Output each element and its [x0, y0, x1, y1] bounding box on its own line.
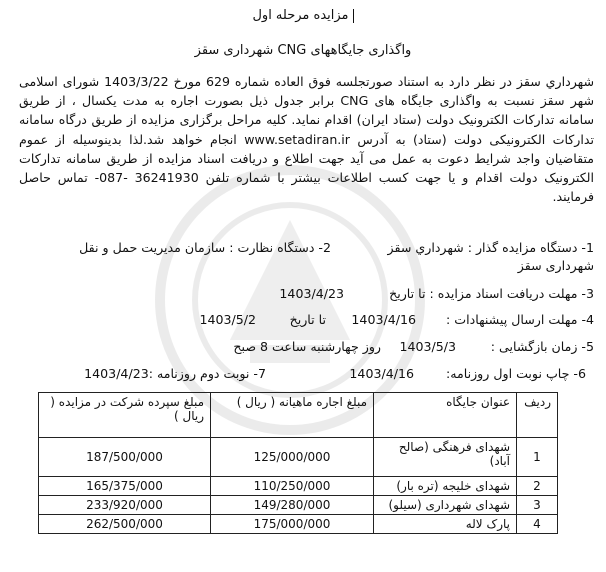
table-row [39, 496, 558, 515]
deposit-amount: 187/500/000 [39, 438, 211, 477]
station-name: شهدای شهرداری (سیلو) [374, 496, 517, 515]
monthly-rent: 175/000/000 [211, 515, 374, 534]
station-name: شهدای خلیجه (تره بار) [374, 477, 517, 496]
col-header-deposit: مبلغ سپرده شرکت در مزایده ( ریال ) [39, 393, 211, 438]
row-no: 4 [517, 515, 558, 534]
item-4-mid: تا تاریخ [289, 312, 326, 327]
monthly-rent: 149/280/000 [211, 496, 374, 515]
deposit-amount: 233/920/000 [39, 496, 211, 515]
item-4-date-from: 1403/4/16 [351, 312, 416, 327]
col-header-row-no: ردیف [517, 393, 558, 438]
item-2-supervisor: 2- دستگاه نظارت : سازمان مدیریت حمل و نقل [79, 240, 331, 255]
item-3-date: 1403/4/23 [279, 286, 344, 301]
table-row [39, 515, 558, 534]
item-1-organizer: 1- دستگاه مزایده گذار : شهرداري سقز [387, 240, 594, 255]
item-5-date: 1403/5/3 [399, 339, 456, 354]
notice-title-text: مزایده مرحله اول [252, 8, 349, 23]
text-cursor [353, 9, 354, 23]
notice-subtitle: واگذاری جایگاههای CNG شهرداری سقز [194, 43, 412, 58]
item-5-label: 5- زمان بازگشایی : [490, 339, 594, 354]
notice-title [0, 8, 606, 23]
col-header-monthly-rent: مبلغ اجاره ماهیانه ( ریال ) [211, 393, 374, 438]
table-row [39, 438, 558, 477]
station-name: پارک لاله [374, 515, 517, 534]
item-4-label: 4- مهلت ارسال پیشنهادات : [446, 312, 594, 327]
station-name: شهدای فرهنگی (صالح آباد) [374, 438, 517, 477]
monthly-rent: 125/000/000 [211, 438, 374, 477]
monthly-rent: 110/250/000 [211, 477, 374, 496]
intro-paragraph: شهرداري سقز در نظر دارد به استناد صورتجلسه فوق العاده شماره 629 مورخ 1403/3/22 شورای اسلامی شهر سقز نسبت به واگذاری جایگاه های CNG برابر جدول ذیل بصورت اجاره به مدت یکسال ، از طریق سامانه تدارکات الکترونیک دولت (ستاد ایران) اقدام نماید. کلیه مراحل برگزاری مزایده از طریق درگاه سامانه تدارکات الکترونیکی دولت (ستاد) به آدرس www.setadiran.ir انجام خواهد شد.لذا بدینوسیله از عموم متقاضیان واجد شرایط دعوت به عمل می آید جهت اطلاع و دریافت اسناد مزایده از طریق سامانه تدارکات الکترونیک دولت اقدام و یا جهت کسب اطلاعات بیشتر با شماره تلفن 36241930 -087- تماس حاصل فرمایند. [19, 74, 595, 205]
row-no: 3 [517, 496, 558, 515]
item-5-time: روز چهارشنبه ساعت 8 صبح [233, 339, 381, 354]
row-no: 1 [517, 438, 558, 477]
item-7-second-print: 7- نوبت دوم روزنامه :1403/4/23 [84, 366, 266, 381]
table-row [39, 477, 558, 496]
item-2-supervisor-cont: شهرداری سقز [517, 258, 594, 273]
item-3-label: 3- مهلت دریافت اسناد مزایده : تا تاریخ [389, 286, 594, 301]
col-header-station-name: عنوان جایگاه [374, 393, 517, 438]
item-6-label: 6- چاپ نوبت اول روزنامه: [446, 366, 586, 381]
deposit-amount: 262/500/000 [39, 515, 211, 534]
row-no: 2 [517, 477, 558, 496]
deposit-amount: 165/375/000 [39, 477, 211, 496]
stations-table [38, 392, 558, 534]
table-header-row [39, 393, 558, 438]
item-4-date-to: 1403/5/2 [199, 312, 256, 327]
item-6-date: 1403/4/16 [349, 366, 414, 381]
